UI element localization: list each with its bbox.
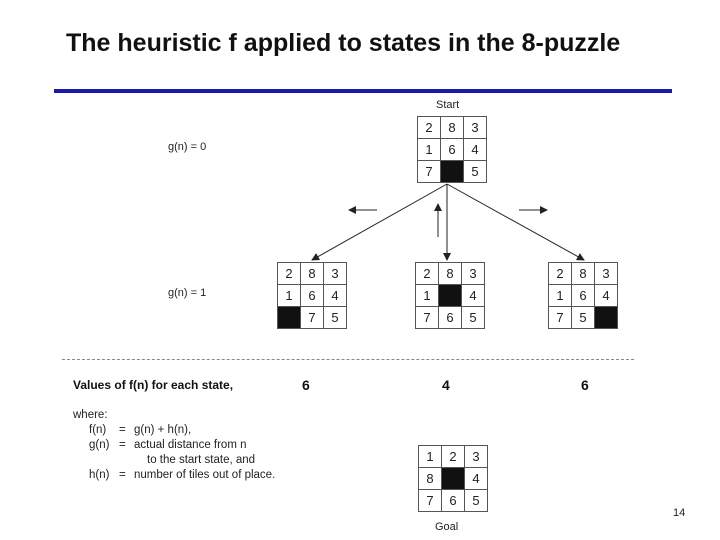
goal-tile-0: 1 [419, 446, 442, 468]
where-line-g-cont [73, 453, 275, 468]
child-left-tile-0: 2 [278, 263, 301, 285]
where-g-rhs: actual distance from n [134, 439, 247, 451]
child-left-tile-8: 5 [324, 307, 347, 329]
child-middle-tile-3: 1 [416, 285, 439, 307]
where-legend [73, 408, 275, 483]
child-left-tile-5: 4 [324, 285, 347, 307]
child-middle-tile-2: 3 [462, 263, 485, 285]
child-right-tile-6: 7 [549, 307, 572, 329]
goal-tile-8: 5 [465, 490, 488, 512]
where-g-eq: = [119, 439, 126, 451]
child-left-tile-3: 1 [278, 285, 301, 307]
child-middle-tile-6: 7 [416, 307, 439, 329]
where-heading: where: [73, 409, 108, 421]
child-middle-tile-8: 5 [462, 307, 485, 329]
goal-label: Goal [435, 521, 459, 533]
child-right-tile-0: 2 [549, 263, 572, 285]
start-tile-4: 6 [441, 139, 464, 161]
goal-puzzle [418, 445, 488, 512]
f-value-middle: 4 [442, 377, 450, 393]
child-middle-tile-0: 2 [416, 263, 439, 285]
child-middle-tile-5: 4 [462, 285, 485, 307]
page-number: 14 [673, 507, 686, 519]
child-right-tile-2: 3 [595, 263, 618, 285]
where-f-eq: = [119, 424, 126, 436]
start-tile-1: 8 [441, 117, 464, 139]
arrow-to-right-child [447, 184, 584, 260]
child-middle-tile-7: 6 [439, 307, 462, 329]
child-left-tile-2: 3 [324, 263, 347, 285]
where-h-lhs: h(n) [89, 469, 110, 481]
f-value-right: 6 [581, 377, 589, 393]
goal-tile-2: 3 [465, 446, 488, 468]
goal-tile-blank [442, 468, 465, 490]
start-tile-5: 4 [464, 139, 487, 161]
where-h-rhs: number of tiles out of place. [134, 469, 276, 481]
goal-tile-5: 4 [465, 468, 488, 490]
where-g-lhs: g(n) [89, 439, 110, 451]
where-line-h [73, 468, 275, 483]
where-line-g [73, 438, 275, 453]
where-line-f [73, 423, 275, 438]
g0-label: g(n) = 0 [168, 141, 207, 153]
child-left-tile-4: 6 [301, 285, 324, 307]
goal-tile-6: 7 [419, 490, 442, 512]
start-tile-0: 2 [418, 117, 441, 139]
start-tile-3: 1 [418, 139, 441, 161]
where-h-eq: = [119, 469, 126, 481]
goal-tile-7: 6 [442, 490, 465, 512]
f-value-left: 6 [302, 377, 310, 393]
arrow-to-left-child [312, 184, 447, 260]
goal-tile-1: 2 [442, 446, 465, 468]
child-middle-puzzle [415, 262, 485, 329]
slide-title: The heuristic f applied to states in the 8-puzzle [66, 29, 621, 57]
where-g-rhs-cont: to the start state, and [147, 454, 256, 466]
where-f-rhs: g(n) + h(n), [134, 424, 192, 436]
start-tile-2: 3 [464, 117, 487, 139]
start-tile-8: 5 [464, 161, 487, 183]
child-right-tile-5: 4 [595, 285, 618, 307]
child-right-tile-7: 5 [572, 307, 595, 329]
separator-dashed-line [62, 359, 634, 360]
child-left-puzzle [277, 262, 347, 329]
child-right-tile-4: 6 [572, 285, 595, 307]
f-values-heading: Values of f(n) for each state, [73, 378, 234, 392]
child-left-tile-blank [278, 307, 301, 329]
child-middle-tile-1: 8 [439, 263, 462, 285]
start-label: Start [436, 99, 460, 111]
child-right-tile-3: 1 [549, 285, 572, 307]
child-right-tile-blank [595, 307, 618, 329]
child-left-tile-1: 8 [301, 263, 324, 285]
child-middle-tile-blank [439, 285, 462, 307]
child-left-tile-7: 7 [301, 307, 324, 329]
g1-label: g(n) = 1 [168, 287, 207, 299]
child-right-puzzle [548, 262, 618, 329]
where-f-lhs: f(n) [89, 424, 107, 436]
goal-tile-3: 8 [419, 468, 442, 490]
child-right-tile-1: 8 [572, 263, 595, 285]
start-tile-6: 7 [418, 161, 441, 183]
